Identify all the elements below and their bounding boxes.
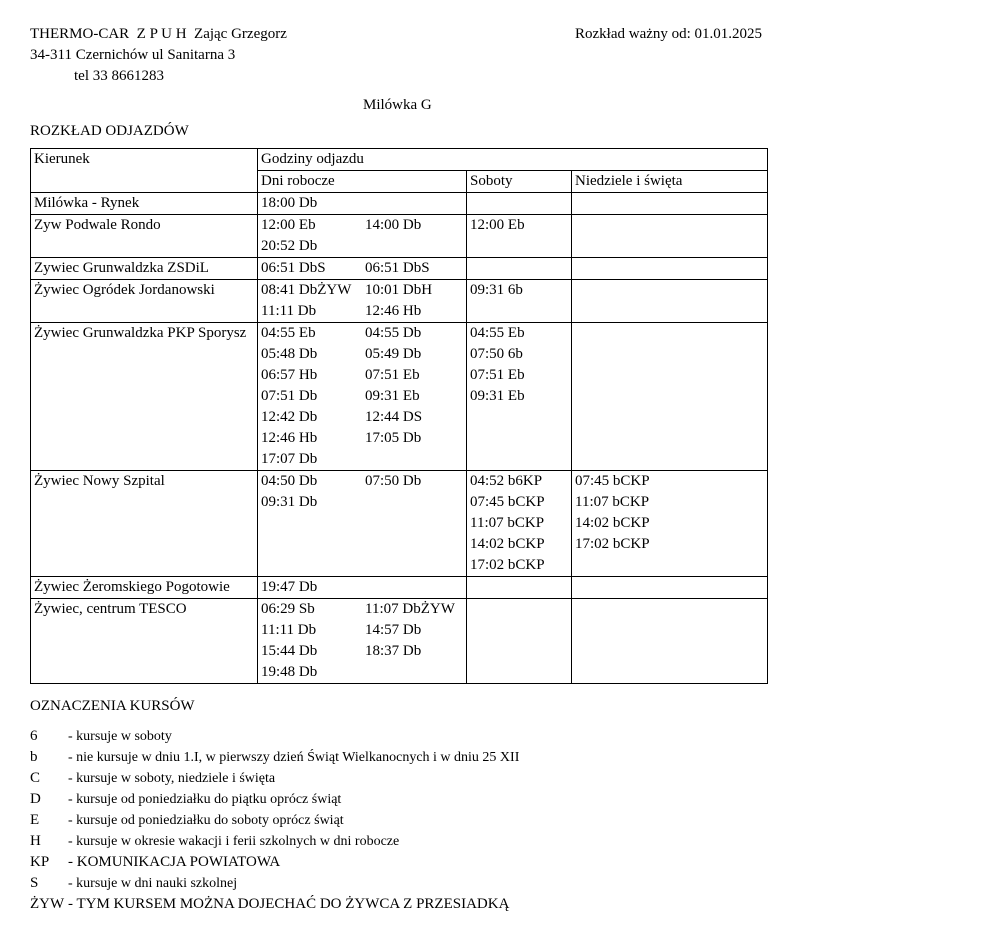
sundays-cell (572, 599, 768, 684)
departure-time: 15:44 Db (261, 643, 318, 659)
table-row (31, 280, 768, 323)
timetable-title: ROZKŁAD ODJAZDÓW (30, 123, 189, 139)
saturdays-cell (467, 323, 572, 471)
legend-code: S (30, 875, 39, 891)
saturdays-cell (467, 193, 572, 215)
departure-time: 04:55 Eb (261, 325, 316, 341)
legend-code: KP (30, 854, 50, 870)
departure-time: 07:51 Eb (365, 367, 420, 383)
legend-item (30, 727, 172, 746)
departure-time: 04:52 b6KP (470, 473, 543, 489)
saturdays-cell (467, 577, 572, 599)
departure-time: 20:52 Db (261, 238, 318, 254)
legend-item (30, 790, 341, 809)
departure-time: 11:07 bCKP (575, 494, 650, 510)
table-row (31, 323, 768, 471)
direction-cell: Zyw Podwale Rondo (31, 215, 258, 258)
legend-code: C (30, 770, 41, 786)
departure-time: 14:00 Db (365, 217, 422, 233)
legend-code: 6 (30, 728, 38, 744)
departure-time: 06:51 DbS (365, 260, 430, 276)
legend-description: - kursuje od poniedziałku do piątku oprócz świąt (68, 792, 342, 807)
legend-description: - TYM KURSEM MOŻNA DOJECHAĆ DO ŻYWCA Z PRZESIADKĄ (68, 896, 510, 912)
header-departures: Godziny odjazdu (258, 149, 768, 171)
valid-from-date: Rozkład ważny od: 01.01.2025 (575, 26, 763, 42)
departure-time: 17:02 bCKP (575, 536, 650, 552)
departure-time: 11:11 Db (261, 622, 317, 638)
legend-item (30, 853, 280, 872)
departure-time: 06:51 DbS (261, 260, 326, 276)
table-header-row (31, 149, 768, 171)
table-row (31, 258, 768, 280)
departure-time: 06:57 Hb (261, 367, 318, 383)
departure-time: 05:49 Db (365, 346, 422, 362)
legend-item (30, 895, 509, 914)
legend-code: D (30, 791, 41, 807)
legend-description: - KOMUNIKACJA POWIATOWA (68, 854, 281, 870)
legend-code: E (30, 812, 40, 828)
departure-time: 05:48 Db (261, 346, 318, 362)
departure-time: 17:05 Db (365, 430, 422, 446)
departure-time: 07:45 bCKP (575, 473, 650, 489)
weekdays-cell (258, 193, 467, 215)
table-row (31, 599, 768, 684)
departure-time: 09:31 Db (261, 494, 318, 510)
departure-time: 19:47 Db (261, 579, 318, 595)
departure-time: 07:51 Eb (470, 367, 525, 383)
departure-time: 12:46 Hb (365, 303, 422, 319)
legend-title: OZNACZENIA KURSÓW (30, 698, 195, 714)
departure-time: 17:02 bCKP (470, 557, 545, 573)
departure-time: 12:00 Eb (261, 217, 316, 233)
weekdays-cell (258, 471, 467, 577)
company-phone: tel 33 8661283 (74, 68, 164, 84)
legend-description: - kursuje w soboty (68, 729, 172, 744)
header-sundays: Niedziele i święta (572, 171, 768, 193)
departure-time: 19:48 Db (261, 664, 318, 680)
saturdays-cell (467, 258, 572, 280)
departure-time: 06:29 Sb (261, 601, 315, 617)
legend-description: - kursuje od poniedziałku do soboty oprócz świąt (68, 813, 344, 828)
direction-cell: Żywiec, centrum TESCO (31, 599, 258, 684)
legend-description: - kursuje w okresie wakacji i ferii szkolnych w dni robocze (68, 834, 400, 849)
sundays-cell (572, 258, 768, 280)
saturdays-cell (467, 280, 572, 323)
weekdays-cell (258, 577, 467, 599)
legend-description: - kursuje w dni nauki szkolnej (68, 876, 238, 891)
legend-item (30, 769, 275, 788)
departure-time: 12:42 Db (261, 409, 318, 425)
sundays-cell (572, 280, 768, 323)
departure-time: 18:00 Db (261, 195, 318, 211)
direction-cell: Żywiec Nowy Szpital (31, 471, 258, 577)
legend-code: ŻYW (30, 896, 65, 912)
departure-time: 04:55 Db (365, 325, 422, 341)
timetable (30, 148, 768, 684)
table-row (31, 577, 768, 599)
departure-time: 07:51 Db (261, 388, 318, 404)
departure-time: 09:31 6b (470, 282, 523, 298)
saturdays-cell (467, 599, 572, 684)
sundays-cell (572, 215, 768, 258)
legend-item (30, 874, 237, 893)
direction-cell: Żywiec Grunwaldzka PKP Sporysz (31, 323, 258, 471)
departure-time: 08:41 DbŻYW (261, 282, 352, 298)
table-row (31, 193, 768, 215)
header-direction: Kierunek (31, 149, 258, 193)
departure-time: 11:07 bCKP (470, 515, 545, 531)
sundays-cell (572, 193, 768, 215)
departure-time: 04:50 Db (261, 473, 318, 489)
direction-cell: Żywiec Ogródek Jordanowski (31, 280, 258, 323)
departure-time: 12:46 Hb (261, 430, 318, 446)
departure-time: 14:02 bCKP (470, 536, 545, 552)
sundays-cell (572, 577, 768, 599)
legend-item (30, 832, 399, 851)
header-saturdays: Soboty (467, 171, 572, 193)
departure-time: 11:11 Db (261, 303, 317, 319)
departure-time: 12:00 Eb (470, 217, 525, 233)
departure-time: 07:45 bCKP (470, 494, 545, 510)
departure-time: 17:07 Db (261, 451, 318, 467)
departure-time: 14:02 bCKP (575, 515, 650, 531)
departure-time: 09:31 Eb (470, 388, 525, 404)
table-row (31, 215, 768, 258)
company-name: THERMO-CAR Z P U H Zając Grzegorz (30, 26, 287, 42)
legend-code: H (30, 833, 41, 849)
header-weekdays: Dni robocze (258, 171, 467, 193)
legend-item (30, 811, 344, 830)
departure-time: 18:37 Db (365, 643, 422, 659)
departure-time: 04:55 Eb (470, 325, 525, 341)
weekdays-cell (258, 258, 467, 280)
weekdays-cell (258, 599, 467, 684)
departure-time: 07:50 Db (365, 473, 422, 489)
sundays-cell (572, 323, 768, 471)
weekdays-cell (258, 323, 467, 471)
direction-cell: Zywiec Grunwaldzka ZSDiL (31, 258, 258, 280)
departure-time: 10:01 DbH (365, 282, 433, 298)
saturdays-cell (467, 471, 572, 577)
weekdays-cell (258, 280, 467, 323)
departure-time: 12:44 DS (365, 409, 423, 425)
departure-time: 14:57 Db (365, 622, 422, 638)
departure-time: 07:50 6b (470, 346, 523, 362)
legend-code: b (30, 749, 38, 765)
table-row (31, 471, 768, 577)
legend-description: - kursuje w soboty, niedziele i święta (68, 771, 276, 786)
direction-cell: Żywiec Żeromskiego Pogotowie (31, 577, 258, 599)
company-address: 34-311 Czernichów ul Sanitarna 3 (30, 47, 236, 63)
direction-cell: Milówka - Rynek (31, 193, 258, 215)
weekdays-cell (258, 215, 467, 258)
legend-description: - nie kursuje w dniu 1.I, w pierwszy dzień Świąt Wielkanocnych i w dniu 25 XII (68, 750, 520, 765)
legend-item (30, 748, 519, 767)
departure-time: 11:07 DbŻYW (365, 601, 455, 617)
sundays-cell (572, 471, 768, 577)
departure-time: 09:31 Eb (365, 388, 420, 404)
stop-name: Milówka G (363, 97, 432, 113)
saturdays-cell (467, 215, 572, 258)
